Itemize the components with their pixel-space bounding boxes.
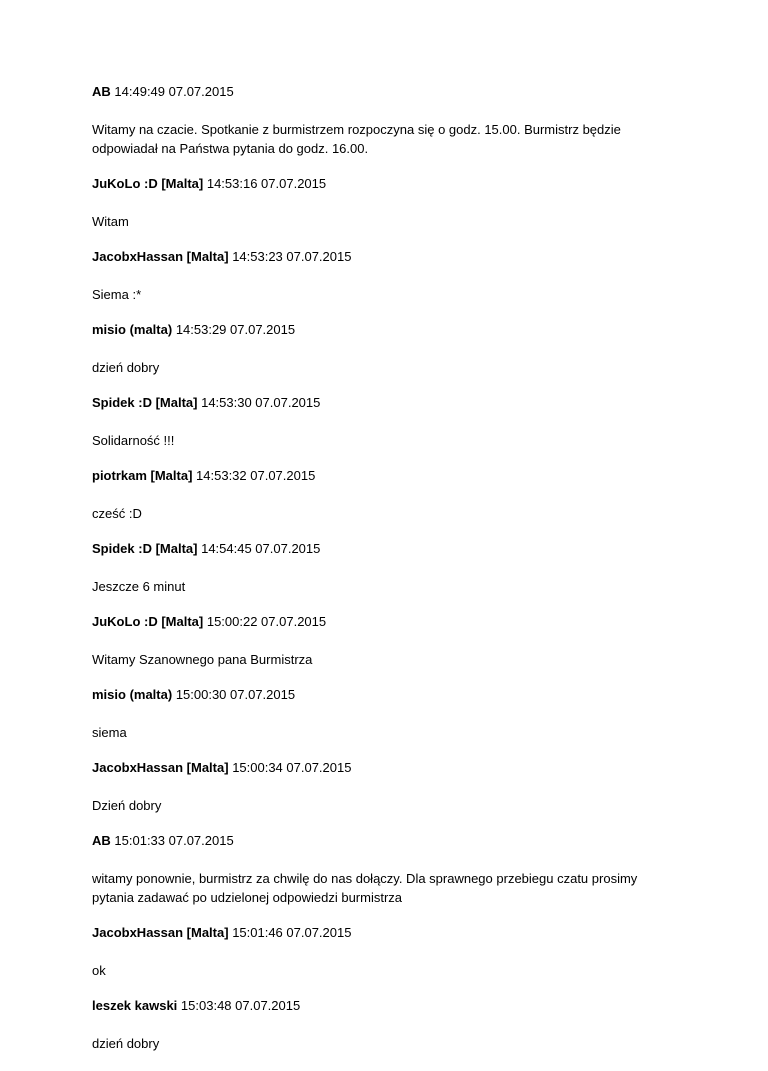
chat-message <box>92 760 662 833</box>
message-header <box>92 925 662 941</box>
message-timestamp: 15:01:33 07.07.2015 <box>114 833 234 848</box>
message-timestamp: 14:53:16 07.07.2015 <box>206 176 327 191</box>
message-text: Jeszcze 6 minut <box>92 579 186 594</box>
chat-message <box>92 249 662 322</box>
message-header <box>92 249 662 265</box>
chat-message <box>92 395 662 468</box>
message-text: Witam <box>92 214 129 229</box>
message-timestamp: 15:01:46 07.07.2015 <box>232 925 352 940</box>
message-author: JacobxHassan [Malta] <box>92 760 229 775</box>
message-text: Siema :* <box>92 287 142 302</box>
message-timestamp: 15:03:48 07.07.2015 <box>180 998 301 1013</box>
message-header <box>92 84 662 100</box>
message-text: witamy ponownie, burmistrz za chwilę do nas dołączy. Dla sprawnego przebiegu czatu prosimy pytania zadawać po udzielonej odpowiedzi burmistrza <box>92 871 638 905</box>
message-author: JuKoLo :D [Malta] <box>92 614 204 629</box>
message-header <box>92 541 662 557</box>
message-header <box>92 687 662 703</box>
chat-message <box>92 541 662 614</box>
message-timestamp: 14:53:30 07.07.2015 <box>201 395 321 410</box>
chat-message <box>92 833 662 925</box>
message-timestamp: 14:53:23 07.07.2015 <box>232 249 352 264</box>
chat-transcript <box>92 84 662 1071</box>
message-text: Dzień dobry <box>92 798 162 813</box>
message-author: JacobxHassan [Malta] <box>92 925 229 940</box>
message-header <box>92 833 662 849</box>
message-author: JuKoLo :D [Malta] <box>92 176 204 191</box>
message-timestamp: 14:53:29 07.07.2015 <box>175 322 296 337</box>
message-author: leszek kawski <box>92 998 178 1013</box>
message-timestamp: 14:53:32 07.07.2015 <box>196 468 316 483</box>
message-author: AB <box>92 833 111 848</box>
message-author: piotrkam [Malta] <box>92 468 193 483</box>
chat-message <box>92 614 662 687</box>
message-header <box>92 322 662 338</box>
chat-message <box>92 468 662 541</box>
message-header <box>92 998 662 1014</box>
message-timestamp: 15:00:34 07.07.2015 <box>232 760 352 775</box>
message-timestamp: 15:00:22 07.07.2015 <box>206 614 327 629</box>
message-text: dzień dobry <box>92 360 160 375</box>
chat-message <box>92 322 662 395</box>
message-text: dzień dobry <box>92 1036 160 1051</box>
chat-message <box>92 998 662 1071</box>
message-author: misio (malta) <box>92 322 173 337</box>
chat-message <box>92 84 662 176</box>
chat-message <box>92 687 662 760</box>
message-author: AB <box>92 84 111 99</box>
message-text: Solidarność !!! <box>92 433 175 448</box>
message-header <box>92 614 662 630</box>
message-text: Witamy Szanownego pana Burmistrza <box>92 652 313 667</box>
message-header <box>92 395 662 411</box>
message-text: cześć :D <box>92 506 142 521</box>
message-timestamp: 14:49:49 07.07.2015 <box>114 84 234 99</box>
message-header <box>92 468 662 484</box>
message-header <box>92 176 662 192</box>
message-timestamp: 14:54:45 07.07.2015 <box>201 541 321 556</box>
message-author: Spidek :D [Malta] <box>92 395 198 410</box>
message-author: JacobxHassan [Malta] <box>92 249 229 264</box>
message-text: siema <box>92 725 127 740</box>
message-timestamp: 15:00:30 07.07.2015 <box>175 687 296 702</box>
message-author: misio (malta) <box>92 687 173 702</box>
message-author: Spidek :D [Malta] <box>92 541 198 556</box>
chat-message <box>92 925 662 998</box>
message-header <box>92 760 662 776</box>
message-text: Witamy na czacie. Spotkanie z burmistrzem rozpoczyna się o godz. 15.00. Burmistrz będzie odpowiadał na Państwa pytania do godz. 16.00. <box>92 122 621 156</box>
message-text: ok <box>92 963 106 978</box>
chat-message <box>92 176 662 249</box>
